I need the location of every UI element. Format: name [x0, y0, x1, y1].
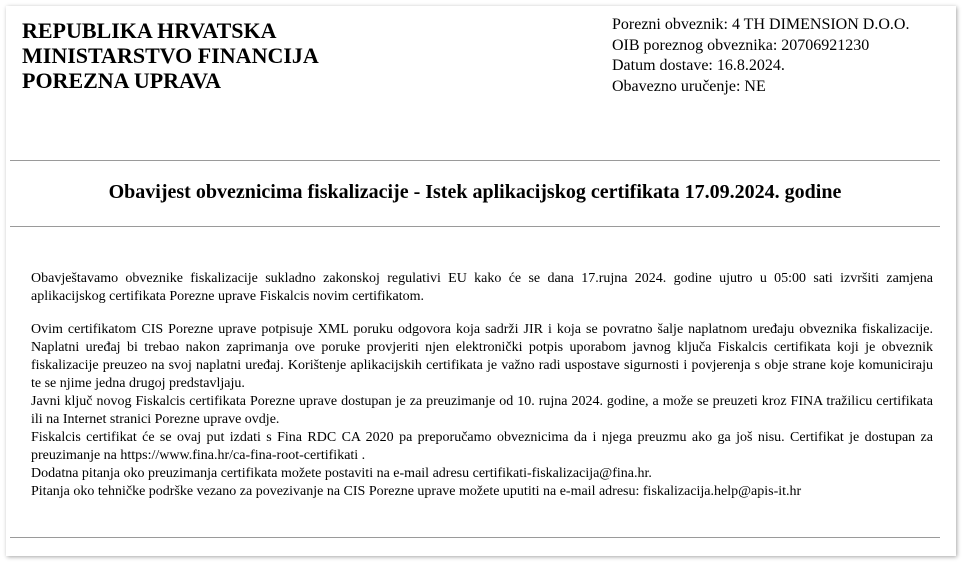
recipient-mandatory-delivery: Obavezno uručenje: NE [612, 77, 766, 95]
divider-top [10, 160, 940, 161]
issuer-line-ministry: MINISTARSTVO FINANCIJA [22, 43, 319, 68]
paragraph-support-contact: Pitanja oko tehničke podrške vezano za povezivanje na CIS Porezne uprave možete uputiti na e-mail adresu: fiskalizacija.help@apis-it.hr [31, 484, 802, 499]
issuer-line-country: REPUBLIKA HRVATSKA [22, 18, 277, 43]
notice-title: Obavijest obveznicima fiskalizacije - Istek aplikacijskog certifikata 17.09.2024. godine [108, 181, 842, 203]
document-page [6, 6, 956, 556]
divider-title [10, 226, 940, 227]
paragraph-certificate-purpose: Ovim certifikatom CIS Porezne uprave potpisuje XML poruku odgovora koja sadrži JIR i koja se povratno šalje naplatnom uređaju obveznika fiskalizacije. Naplatni uređaj bi trebao nakon zaprimanja ove poruke provjeriti njen elektronički potpis uporabom javnog ključa Fiskalcis certifikata koji je obveznik fiskalizacije preuzeo na svoj naplatni uređaj. Korištenje aplikacijskih certifikata je važno radi uspostave sigurnosti i povjerenja s obje strane koje komuniciraju te se njime jedna drugoj predstavljaju. [31, 322, 933, 391]
paragraph-announcement: Obavještavamo obveznike fiskalizacije sukladno zakonskoj regulativi EU kako će se dana 17.rujna 2024. godine ujutro u 05:00 sati izvršiti zamjena aplikacijskog certifikata Porezne uprave Fiskalcis novim certifikatom. [31, 271, 933, 304]
recipient-oib: OIB poreznog obveznika: 20706921230 [612, 36, 870, 54]
paragraph-root-ca: Fiskalcis certifikat će se ovaj put izdati s Fina RDC CA 2020 pa preporučamo obveznicima da i njega preuzmu ako ga još nisu. Certifikat je dostupan za preuzimanje na https://www.fina.hr/ca-fina-root-certifikati . [31, 430, 933, 463]
issuer-block [22, 18, 319, 93]
divider-bottom [10, 537, 940, 538]
recipient-delivery-date: Datum dostave: 16.8.2024. [612, 57, 785, 74]
paragraph-fina-contact: Dodatna pitanja oko preuzimanja certifikata možete postaviti na e-mail adresu certifikati-fiskalizacija@fina.hr. [31, 466, 652, 481]
recipient-taxpayer: Porezni obveznik: 4 TH DIMENSION D.O.O. [612, 16, 910, 33]
notice-body [31, 270, 933, 501]
paragraph-public-key: Javni ključ novog Fiskalcis certifikata Porezne uprave dostupan je za preuzimanje od 10. rujna 2024. godine, a može se preuzeti kroz FINA tražilicu certifikata ili na Internet stranici Porezne uprave ovdje. [31, 394, 933, 427]
issuer-line-administration: POREZNA UPRAVA [22, 68, 222, 93]
recipient-block [612, 15, 909, 97]
